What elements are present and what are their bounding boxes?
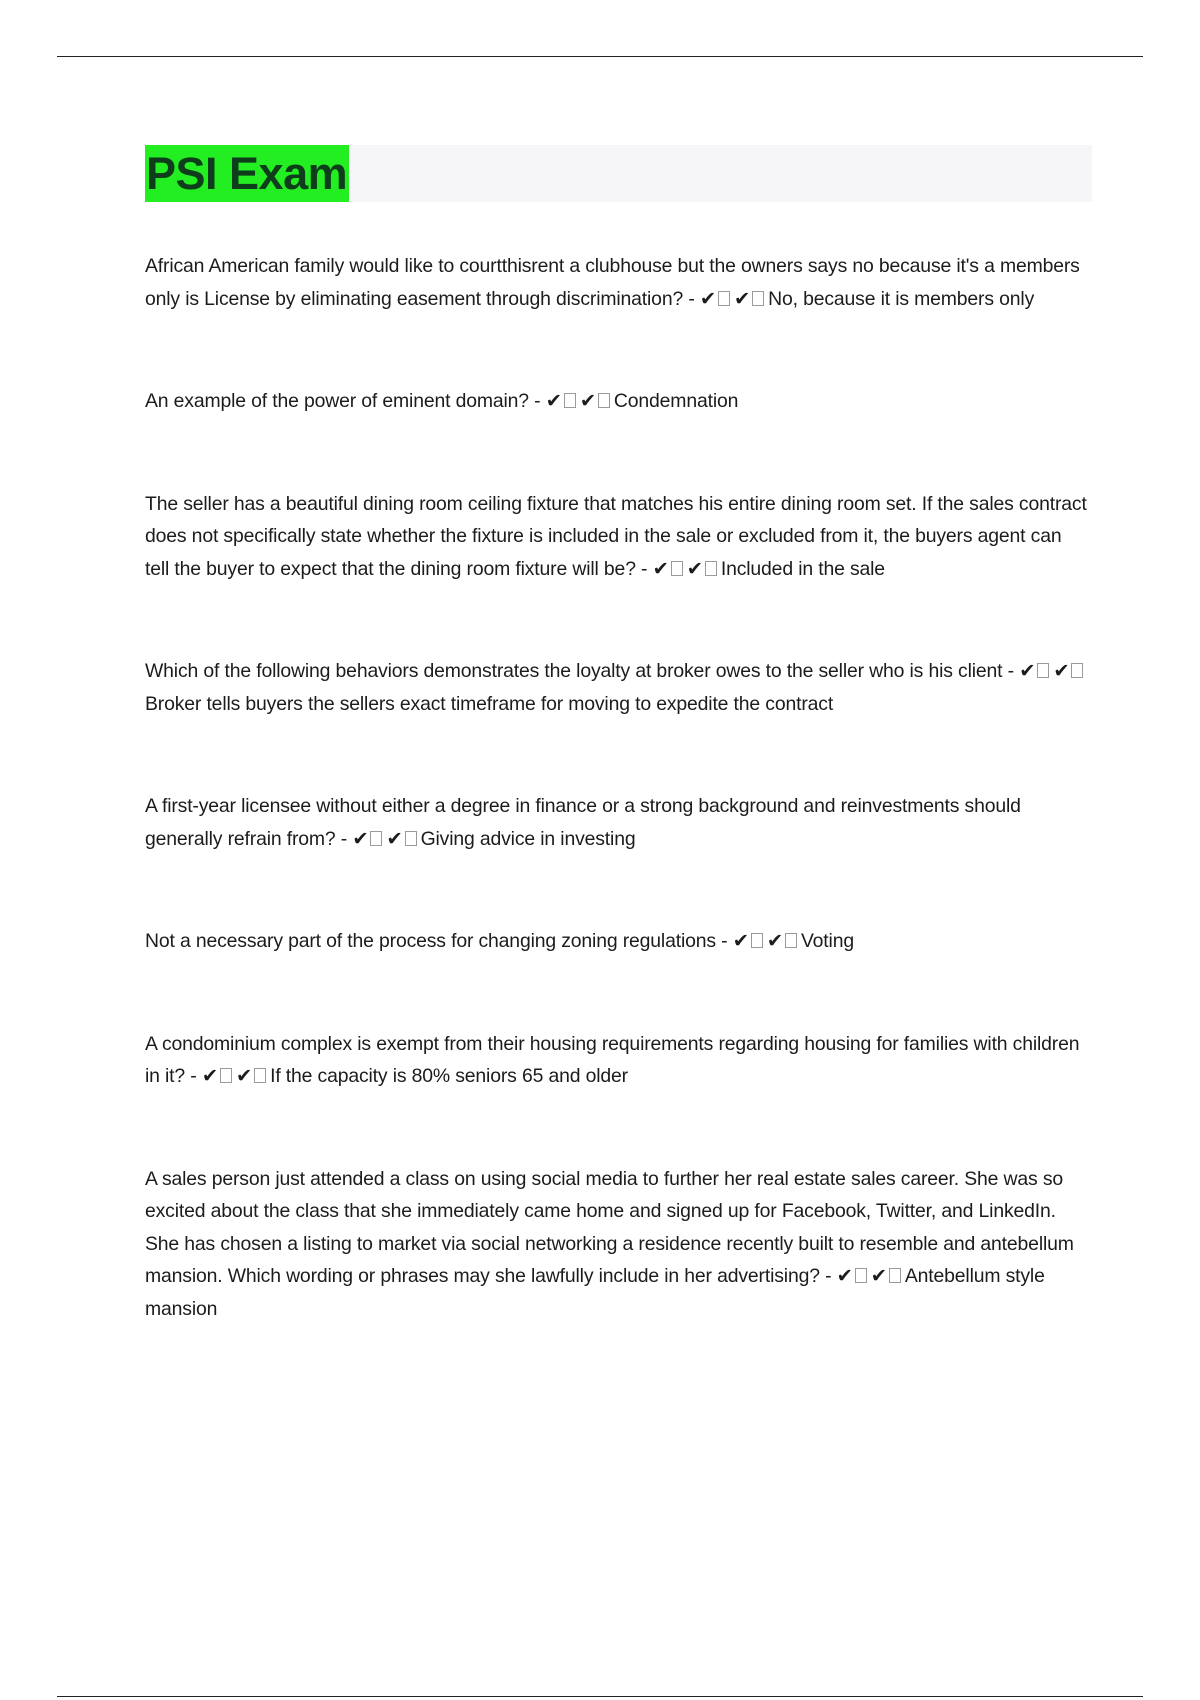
- question-text: Which of the following behaviors demonstrates the loyalty at broker owes to the seller who is his client -: [145, 660, 1014, 682]
- answer-text: If the capacity is 80% seniors 65 and older: [270, 1065, 628, 1087]
- missing-glyph-icon: [718, 291, 730, 306]
- answer-text: Voting: [800, 930, 854, 952]
- question-text: A first-year licensee without either a degree in finance or a strong background and reinvestments should generally refrain from? -: [145, 795, 1021, 850]
- question-text: African American family would like to courtthisrent a clubhouse but the owners says no because it's a members only is License by eliminating easement through discrimination? -: [145, 255, 1080, 310]
- page-title: PSI Exam: [145, 145, 349, 202]
- check-icon: ✔: [545, 389, 562, 412]
- answer-text: Antebellum style mansion: [145, 1265, 1045, 1320]
- question-text: A condominium complex is exempt from their housing requirements regarding housing for families with children in it? -: [145, 1032, 1080, 1087]
- qa-item: [145, 790, 1090, 855]
- missing-glyph-icon: [751, 933, 763, 948]
- check-icon: ✔: [579, 389, 596, 412]
- question-text: Not a necessary part of the process for changing zoning regulations -: [145, 930, 728, 952]
- missing-glyph-icon: [1037, 663, 1049, 678]
- check-icon: ✔: [836, 1264, 853, 1287]
- qa-item: [145, 1028, 1090, 1093]
- check-icon: ✔: [352, 826, 369, 850]
- check-icon: ✔: [1053, 659, 1070, 682]
- check-icon: ✔: [870, 1264, 887, 1287]
- missing-glyph-icon: [705, 561, 717, 576]
- check-icon: ✔: [235, 1064, 253, 1087]
- missing-glyph-icon: [752, 291, 764, 306]
- qa-item: [145, 655, 1090, 720]
- top-rule: [57, 56, 1143, 57]
- check-icon: ✔: [652, 556, 669, 580]
- missing-glyph-icon: [785, 933, 797, 948]
- missing-glyph-icon: [855, 1268, 867, 1283]
- question-text: An example of the power of eminent domain? -: [145, 390, 541, 412]
- check-icon: ✔: [766, 929, 783, 952]
- qa-item: [145, 925, 1090, 958]
- answer-text: Condemnation: [613, 390, 739, 412]
- missing-glyph-icon: [598, 393, 610, 408]
- check-icon: ✔: [386, 826, 403, 850]
- check-icon: ✔: [699, 286, 716, 310]
- qa-item: [145, 250, 1090, 315]
- qa-item: [145, 385, 1090, 418]
- check-icon: ✔: [734, 286, 751, 310]
- check-icon: ✔: [1019, 659, 1036, 682]
- qa-list: [145, 250, 1090, 1325]
- bottom-rule: [57, 1696, 1143, 1697]
- question-text: A sales person just attended a class on using social media to further her real estate sales career. She was so excited about the class that she immediately came home and signed up for Facebook, Twitter, and LinkedIn. She has chosen a listing to market via social networking a residence recently built to resemble and antebellum mansion. Which wording or phrases may she lawfully include in her advertising? -: [145, 1167, 1074, 1287]
- missing-glyph-icon: [671, 561, 683, 576]
- missing-glyph-icon: [254, 1068, 266, 1083]
- missing-glyph-icon: [889, 1268, 901, 1283]
- answer-text: Broker tells buyers the sellers exact timeframe for moving to expedite the contract: [145, 692, 834, 715]
- missing-glyph-icon: [564, 393, 576, 408]
- missing-glyph-icon: [220, 1068, 232, 1083]
- missing-glyph-icon: [370, 831, 382, 846]
- answer-text: Giving advice in investing: [420, 827, 636, 850]
- question-text: The seller has a beautiful dining room ceiling fixture that matches his entire dining room set. If the sales contract does not specifically state whether the fixture is included in the sale or excluded from it, the buyers agent can tell the buyer to expect that the dining room fixture will be? -: [145, 492, 1087, 580]
- answer-text: No, because it is members only: [768, 287, 1035, 310]
- qa-item: [145, 1163, 1090, 1326]
- missing-glyph-icon: [405, 831, 417, 846]
- answer-text: Included in the sale: [720, 557, 885, 580]
- check-icon: ✔: [201, 1064, 218, 1087]
- check-icon: ✔: [686, 556, 703, 580]
- missing-glyph-icon: [1071, 663, 1083, 678]
- check-icon: ✔: [732, 929, 749, 952]
- qa-item: [145, 488, 1090, 586]
